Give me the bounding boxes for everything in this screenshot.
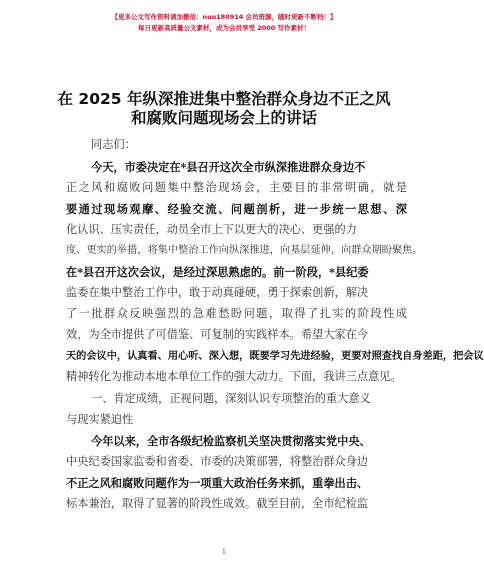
body-line: 中央纪委国家监委和省委、市委的决策部署，将整治群众身边 <box>66 455 369 468</box>
promo-line-2: 每日更新高质量公文素材，成为会员享受 2000 写作素材！ <box>137 24 311 32</box>
section-heading-cont: 与现实紧迫性 <box>66 413 134 426</box>
document-title-line-2: 和腐败问题现场会上的讲话 <box>130 109 317 127</box>
body-line: 正之风和腐败问题集中整治现场会，主要目的非常明确，就是 <box>66 181 407 194</box>
page-number: 1 <box>221 548 227 556</box>
promo-line-1: 【更多公文写作资料请加微信：nuo180914 会员资源，随时更新不断档！】 <box>111 13 337 21</box>
body-line: 标本兼治，取得了显著的阶段性成效。截至目前，全市纪检监 <box>66 497 369 510</box>
body-line: 度、更实的举措，将集中整治工作向纵深推进，向基层延伸，向群众期盼聚焦。 <box>66 245 423 256</box>
body-line: 天的会议中，认真看、用心听、深入想，既要学习先进经验，更要对照查找自身差距，把会议 <box>66 350 484 362</box>
body-line: 监委在集中整治工作中，敢于动真碰硬，勇于探索创新，解决 <box>66 286 369 299</box>
document-title-line-1: 在 2025 年纵深推进集中整治群众身边不正之风 <box>57 90 391 108</box>
body-line: 效，为全市提供了可借鉴、可复制的实践样本。希望大家在今 <box>66 328 369 341</box>
body-line: 精神转化为推动本地本单位工作的强大动力。下面，我讲三点意见。 <box>66 370 402 383</box>
body-line: 在*县召开这次会议，是经过深思熟虑的。前一阶段，*县纪委 <box>66 265 369 279</box>
body-line: 了一批群众反映强烈的急难愁盼问题，取得了扎实的阶段性成 <box>66 307 407 320</box>
body-line: 今天，市委决定在*县召开这次全市纵深推进群众身边不 <box>91 160 366 174</box>
body-line: 要通过现场观摩、经验交流、问题剖析，进一步统一思想、深 <box>66 202 407 216</box>
promo-banner <box>0 12 448 34</box>
body-line: 化认识、压实责任，动员全市上下以更大的决心、更强的力 <box>66 223 357 236</box>
body-line: 不正之风和腐败问题作为一项重大政治任务来抓，重拳出击、 <box>66 476 369 490</box>
salutation: 同志们： <box>91 138 136 151</box>
body-line: 今年以来，全市各级纪检监察机关坚决贯彻落实党中央、 <box>91 434 371 448</box>
section-heading: 一、肯定成绩，正视问题，深刻认识专项整治的重大意义 <box>91 392 371 405</box>
